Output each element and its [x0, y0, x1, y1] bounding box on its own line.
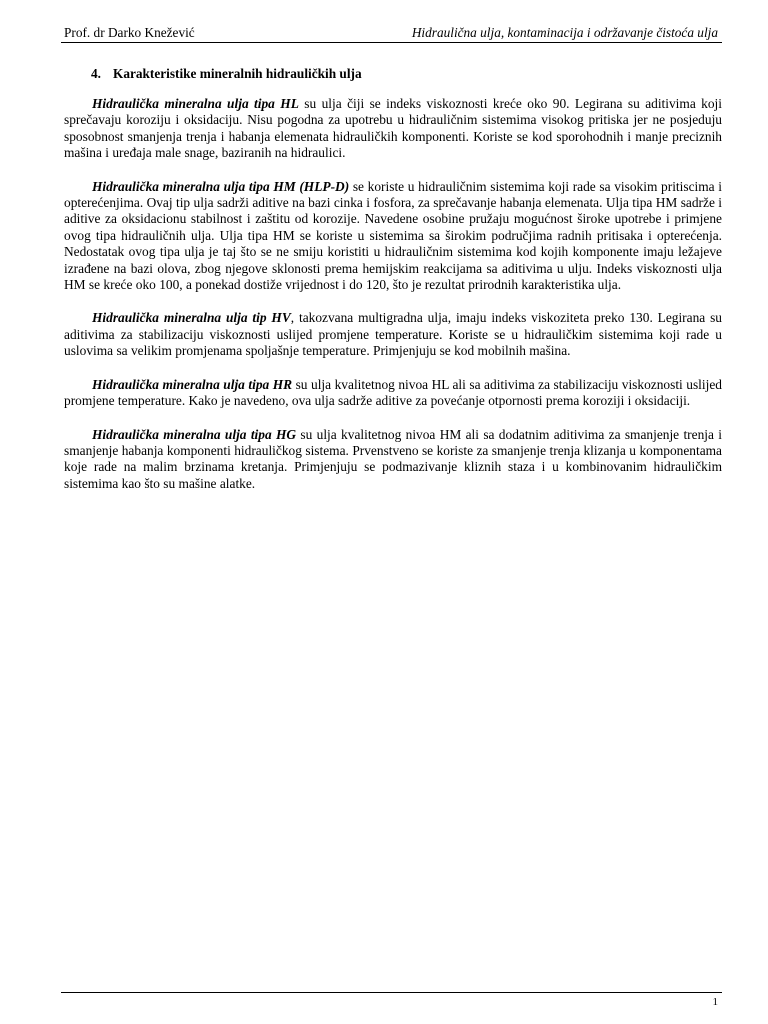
section-number: 4.: [91, 66, 101, 81]
paragraph-term: Hidraulička mineralna ulja tipa HM (HLP-D): [92, 178, 350, 194]
header-author: Prof. dr Darko Knežević: [64, 25, 195, 40]
paragraph-text: , takozvana multigradna ulja, imaju indeks viskoziteta preko 130. Legirana su aditivima za stabilizaciju viskoznosti uslijed promjene temperature. Koriste se u hidrauličkim sistemima koji rade u uslovima sa velikim promjenama spoljašnje temperature. Primjenjuju se kod mobilnih mašina.: [64, 310, 722, 359]
page-number: 1: [712, 996, 718, 1008]
page-footer: [61, 992, 722, 1017]
section-title: Karakteristike mineralnih hidrauličkih ulja: [113, 66, 362, 81]
paragraph-text: se koriste u hidrauličnim sistemima koji rade sa visokim pritiscima i opterećenjima. Ovaj tip ulja sadrži aditive na bazi cinka i fosfora, za sprečavanje habanja elemenata. Ulja tipa HM sadrže i aditive za oksidacionu stabilnost i zaštitu od korozije. Navedene osobine pružaju mogućnost široke upotrebe i primjene ovog tipa hidrauličnih ulja. Ulja tipa HM se koriste u sistemima sa širokim područjima radnih pritisaka i opterećenja. Nedostatak ovog tipa ulja je taj što se ne smiju koristiti u hidrauličnim sistemima kod kojih komponente imaju ležajeve izrađene na bazi olova, zbog njegove sklonosti prema hemijskim reakcijama sa aditivima u ulju. Indeks viskoznosti ulja HM se kreće oko 100, a ponekad dostiže vrijednost i do 120, što je rezultat prirodnih karakteristika ulja.: [64, 178, 723, 293]
paragraph-hl: [64, 96, 722, 162]
header-document-title: Hidraulična ulja, kontaminacija i održavanje čistoća ulja: [411, 25, 718, 40]
paragraph-term: Hidraulička mineralna ulja tipa HG: [92, 426, 297, 442]
paragraph-text: su ulja kvalitetnog nivoa HL ali sa aditivima za stabilizaciju viskoznosti uslijed promjene temperature. Kako je navedeno, ova ulja sadrže aditive za povećanje otpornosti prema koroziji i oksidaciji.: [64, 376, 722, 409]
paragraph-term: Hidraulička mineralna ulja tip HV: [92, 310, 291, 326]
paragraph-hg: [64, 427, 722, 493]
document-body: [64, 64, 722, 509]
paragraph-hv: [64, 310, 722, 359]
paragraph-term: Hidraulička mineralna ulja tipa HL: [92, 96, 299, 111]
paragraph-text: su ulja čiji se indeks viskoznosti kreće oko 90. Legirana su aditivima koji sprečavaju koroziju i oksidaciju. Nisu pogodna za upotrebu u hidrauličnim sistemima visokog pritiska jer ne posjeduju sposobnost smanjenja trenja i habanja elemenata hidrauličkih komponenti. Koriste se kod sporohodnih i manje preciznih mašina i uređaja male snage, baziranih na hidraulici.: [64, 96, 722, 161]
paragraph-hm: [64, 179, 722, 294]
section-heading: [91, 64, 722, 84]
paragraph-term: Hidraulička mineralna ulja tipa HR: [92, 376, 293, 392]
paragraph-hr: [64, 377, 722, 410]
page-header: [61, 23, 722, 43]
paragraph-text: su ulja kvalitetnog nivoa HM ali sa dodatnim aditivima za smanjenje trenja i smanjenje habanja komponenti hidrauličkog sistema. Prvenstveno se koriste za smanjenje trenja klizanja u komponentama koje rade na malim brzinama kretanja. Primjenjuju se podmazivanje kliznih staza i u kombinovanim hidrauličkim sistemima kao što su mašine alatke.: [64, 426, 722, 491]
